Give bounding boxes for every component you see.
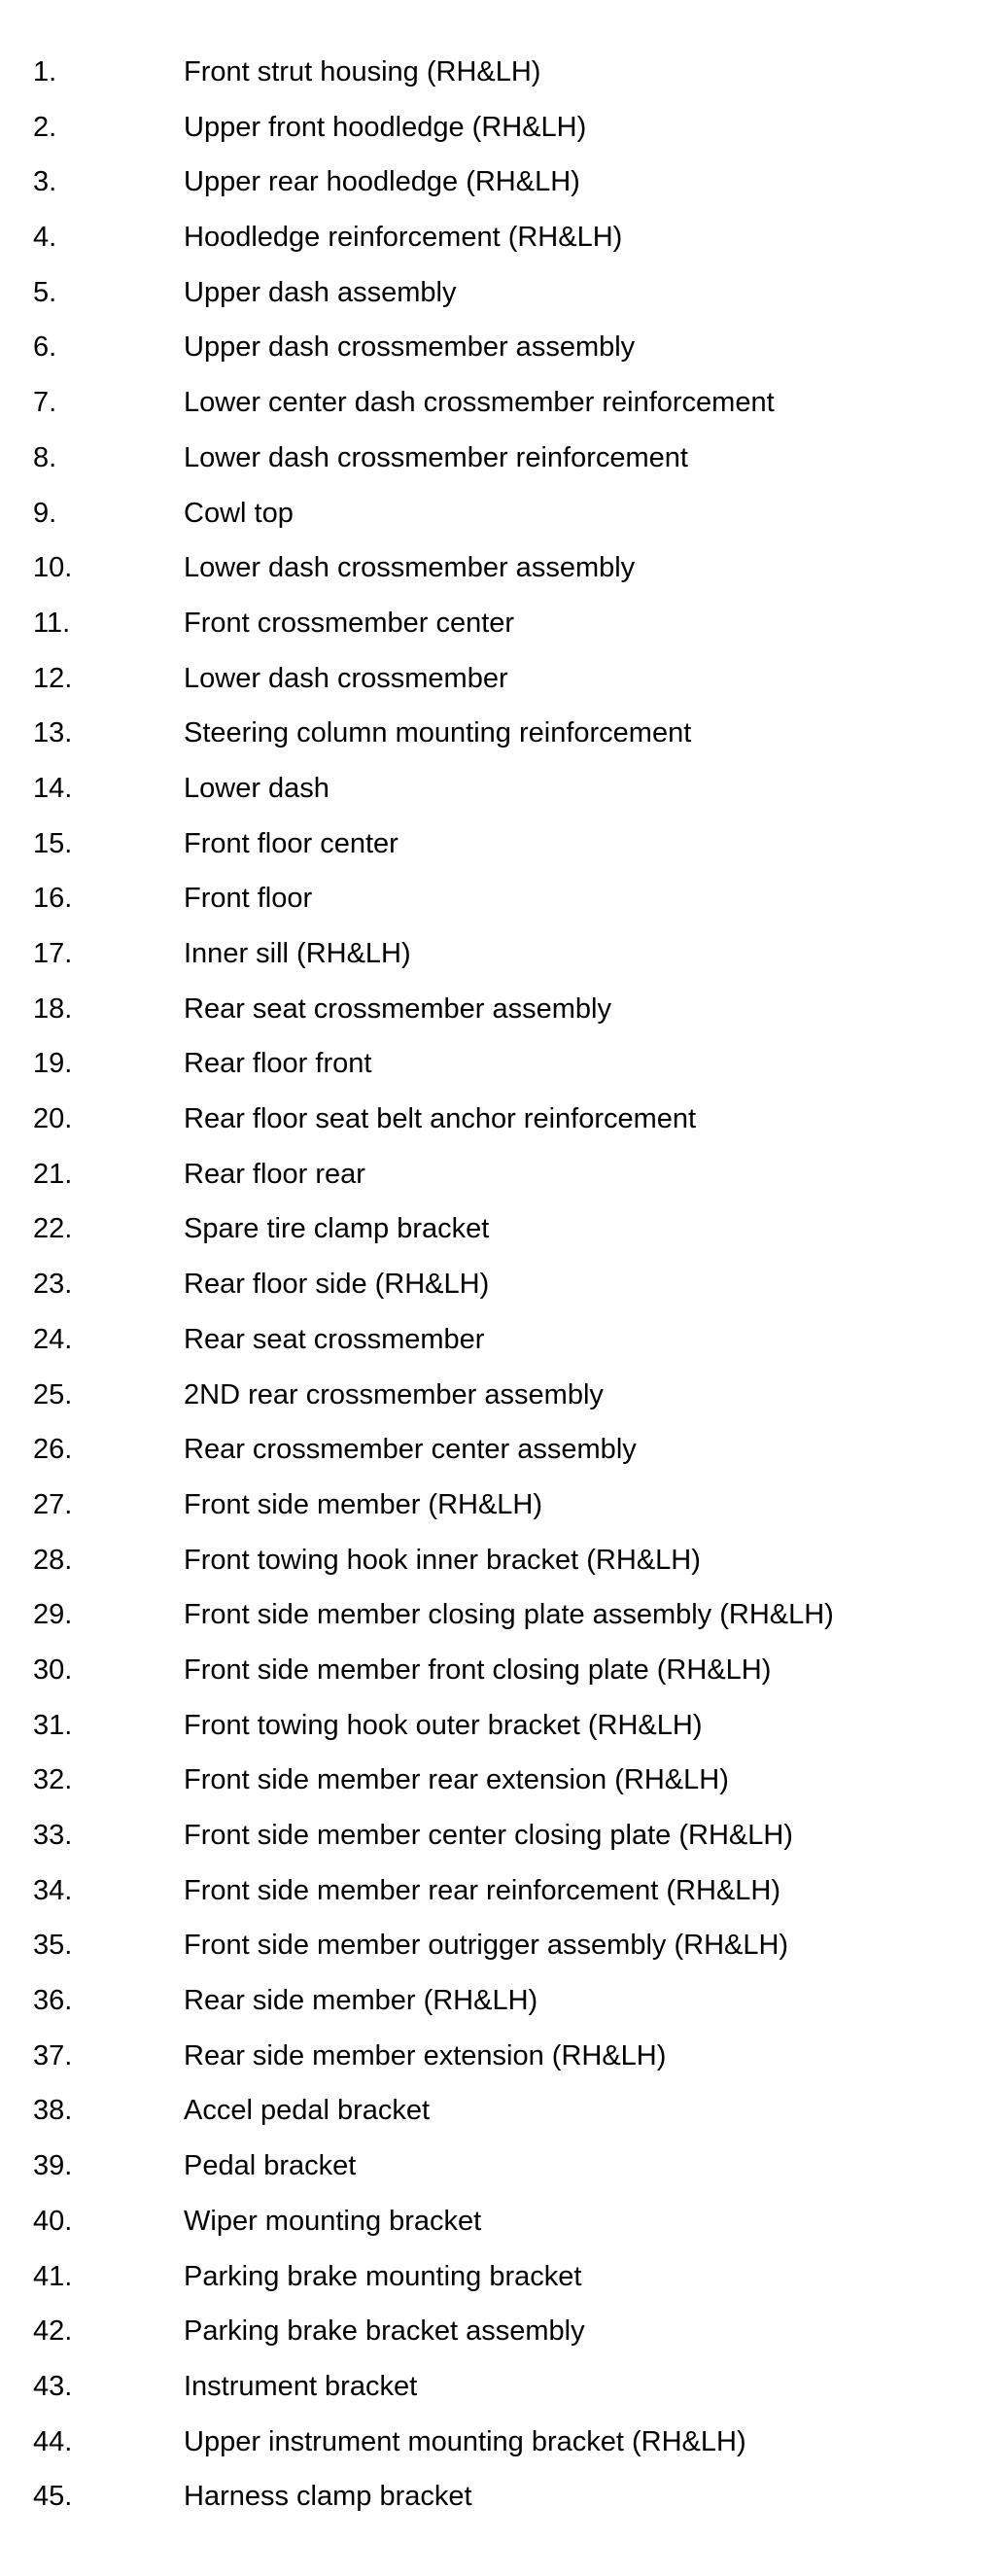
part-name: Rear floor side (RH&LH): [184, 1269, 490, 1301]
part-name: Front side member closing plate assembly (RH&LH): [184, 1599, 834, 1631]
part-name: Upper instrument mounting bracket (RH&LH): [184, 2425, 746, 2457]
part-number: 4.: [33, 222, 57, 254]
part-number: 29.: [33, 1599, 73, 1631]
part-name: Front floor center: [184, 827, 399, 859]
part-number: 1.: [33, 56, 57, 87]
part-name: Rear side member extension (RH&LH): [184, 2039, 667, 2071]
part-name: Front towing hook outer bracket (RH&LH): [184, 1709, 703, 1741]
list-item: [0, 2424, 1005, 2480]
part-number: 14.: [33, 772, 73, 804]
list-item: [0, 1211, 1005, 1267]
list-item: [0, 164, 1005, 220]
part-name: Accel pedal bracket: [184, 2095, 431, 2127]
part-number: 38.: [33, 2095, 73, 2127]
list-item: [0, 771, 1005, 826]
list-item: [0, 54, 1005, 110]
part-number: 28.: [33, 1544, 73, 1576]
part-name: Lower dash crossmember reinforcement: [184, 441, 688, 473]
part-name: Rear floor rear: [184, 1158, 365, 1190]
list-item: [0, 881, 1005, 936]
list-item: [0, 1597, 1005, 1653]
part-number: 32.: [33, 1764, 73, 1796]
part-number: 18.: [33, 992, 73, 1025]
list-item: [0, 2148, 1005, 2204]
part-name: Pedal bracket: [184, 2150, 357, 2182]
part-number: 15.: [33, 827, 73, 859]
part-number: 2.: [33, 111, 57, 143]
part-name: Parking brake mounting bracket: [184, 2260, 582, 2292]
part-name: Lower center dash crossmember reinforcement: [184, 387, 775, 419]
list-item: [0, 2093, 1005, 2148]
list-item: [0, 992, 1005, 1047]
part-name: Front side member outrigger assembly (RH&LH): [184, 1930, 789, 1962]
part-number: 13.: [33, 717, 73, 749]
part-name: Front side member rear reinforcement (RH&LH): [184, 1874, 781, 1906]
part-number: 33.: [33, 1820, 73, 1851]
list-item: [0, 1653, 1005, 1708]
list-item: [0, 1708, 1005, 1763]
part-name: Rear crossmember center assembly: [184, 1434, 637, 1466]
part-name: Front floor: [184, 883, 313, 915]
part-name: Inner sill (RH&LH): [184, 938, 411, 969]
list-item: [0, 1543, 1005, 1598]
list-item: [0, 1432, 1005, 1487]
part-number: 10.: [33, 552, 73, 584]
part-name: Front crossmember center: [184, 607, 515, 639]
list-item: [0, 1487, 1005, 1543]
list-item: [0, 110, 1005, 165]
list-item: [0, 2314, 1005, 2369]
list-item: [0, 1157, 1005, 1212]
part-name: Upper dash assembly: [184, 276, 457, 308]
list-item: [0, 275, 1005, 331]
list-item: [0, 826, 1005, 882]
list-item: [0, 1928, 1005, 1983]
list-item: [0, 385, 1005, 440]
part-number: 44.: [33, 2425, 73, 2457]
part-number: 24.: [33, 1323, 73, 1355]
part-name: Front side member rear extension (RH&LH): [184, 1764, 729, 1796]
part-name: Lower dash crossmember: [184, 662, 508, 694]
part-number: 25.: [33, 1378, 73, 1410]
part-number: 22.: [33, 1213, 73, 1245]
part-name: Front towing hook inner bracket (RH&LH): [184, 1544, 701, 1576]
part-name: Front side member (RH&LH): [184, 1488, 543, 1520]
part-number: 39.: [33, 2150, 73, 2182]
part-number: 31.: [33, 1709, 73, 1741]
part-number: 40.: [33, 2205, 73, 2237]
part-name: Parking brake bracket assembly: [184, 2315, 585, 2348]
part-number: 42.: [33, 2315, 73, 2348]
list-item: [0, 550, 1005, 606]
part-number: 7.: [33, 387, 57, 419]
part-name: Hoodledge reinforcement (RH&LH): [184, 222, 623, 254]
part-number: 19.: [33, 1048, 73, 1080]
part-number: 16.: [33, 883, 73, 915]
list-item: [0, 1818, 1005, 1873]
part-name: Cowl top: [184, 497, 294, 529]
part-number: 30.: [33, 1654, 73, 1686]
part-name: Upper dash crossmember assembly: [184, 331, 636, 364]
list-item: [0, 2204, 1005, 2259]
list-item: [0, 2259, 1005, 2315]
part-name: Rear floor seat belt anchor reinforcement: [184, 1103, 697, 1135]
list-item: [0, 496, 1005, 551]
part-name: Upper rear hoodledge (RH&LH): [184, 166, 580, 198]
part-number: 37.: [33, 2039, 73, 2071]
part-name: Front strut housing (RH&LH): [184, 56, 541, 87]
part-number: 8.: [33, 441, 57, 473]
list-item: [0, 1983, 1005, 2038]
part-number: 41.: [33, 2260, 73, 2292]
part-number: 12.: [33, 662, 73, 694]
part-number: 35.: [33, 1930, 73, 1962]
part-name: Lower dash crossmember assembly: [184, 552, 636, 584]
part-number: 21.: [33, 1158, 73, 1190]
part-number: 17.: [33, 938, 73, 969]
list-item: [0, 330, 1005, 385]
part-number: 3.: [33, 166, 57, 198]
list-item: [0, 2369, 1005, 2424]
part-name: Upper front hoodledge (RH&LH): [184, 111, 587, 143]
part-number: 23.: [33, 1269, 73, 1301]
part-name: Harness clamp bracket: [184, 2481, 472, 2513]
part-name: Lower dash: [184, 772, 329, 804]
list-item: [0, 715, 1005, 771]
list-item: [0, 661, 1005, 716]
parts-list: [0, 54, 1005, 2534]
list-item: [0, 1101, 1005, 1157]
list-item: [0, 606, 1005, 661]
list-item: [0, 1267, 1005, 1322]
list-item: [0, 936, 1005, 992]
part-name: Front side member center closing plate (RH&LH): [184, 1820, 793, 1851]
list-item: [0, 440, 1005, 496]
list-item: [0, 1762, 1005, 1818]
list-item: [0, 2038, 1005, 2094]
part-name: Steering column mounting reinforcement: [184, 717, 692, 749]
list-item: [0, 220, 1005, 275]
part-name: Rear side member (RH&LH): [184, 1985, 538, 2017]
part-name: Rear floor front: [184, 1048, 372, 1080]
part-number: 9.: [33, 497, 57, 529]
list-item: [0, 1046, 1005, 1101]
list-item: [0, 1377, 1005, 1433]
list-item: [0, 2479, 1005, 2534]
part-name: Rear seat crossmember assembly: [184, 992, 611, 1025]
part-number: 6.: [33, 331, 57, 364]
part-number: 45.: [33, 2481, 73, 2513]
part-name: Wiper mounting bracket: [184, 2205, 482, 2237]
part-name: Rear seat crossmember: [184, 1323, 485, 1355]
list-item: [0, 1322, 1005, 1377]
part-name: Spare tire clamp bracket: [184, 1213, 490, 1245]
part-number: 43.: [33, 2370, 73, 2402]
part-number: 11.: [33, 607, 71, 639]
part-number: 34.: [33, 1874, 73, 1906]
part-number: 20.: [33, 1103, 73, 1135]
part-number: 26.: [33, 1434, 73, 1466]
part-name: Instrument bracket: [184, 2370, 418, 2402]
part-name: 2ND rear crossmember assembly: [184, 1378, 604, 1410]
part-number: 27.: [33, 1488, 73, 1520]
part-number: 36.: [33, 1985, 73, 2017]
part-name: Front side member front closing plate (RH&LH): [184, 1654, 772, 1686]
list-item: [0, 1873, 1005, 1929]
part-number: 5.: [33, 276, 57, 308]
